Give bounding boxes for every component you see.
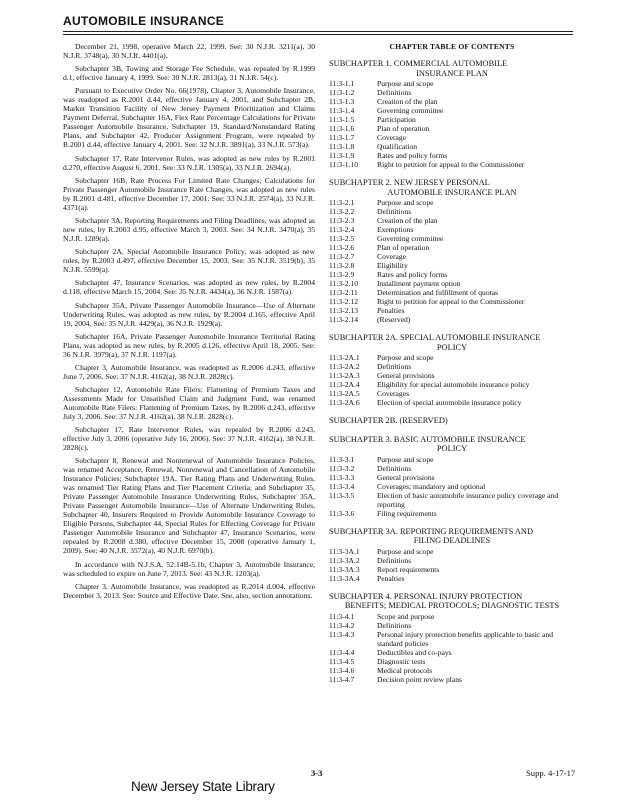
section-number: 11:3-1.6 (329, 124, 355, 133)
section-number: 11:3-2.4 (329, 225, 355, 234)
history-note: Subchapter 47, Insurance Scenarios, was adopted as new rules, by R.2004 d.118, effective March 15, 2004. See: 35 N.J.R. 4434(a), 36 N.J.R. 1587(a). (63, 278, 315, 297)
history-note: Subchapter 2A, Special Automobile Insurance Policy, was adopted as new rules, by R.2003 d.497, effective December 15, 2003. See: 35 N.J.R. 3519(b), 35 N.J.R. 5599(a). (63, 247, 315, 275)
toc-entry (329, 115, 575, 124)
toc-entry (329, 216, 575, 225)
toc-subchapter (329, 435, 575, 518)
subchapter-heading (329, 333, 575, 352)
toc-entry (329, 198, 575, 207)
section-title: Exemptions (377, 225, 414, 234)
section-number: 11:3-4.2 (329, 620, 355, 630)
toc-entry (329, 279, 575, 288)
section-title: Decision point review plans (377, 674, 462, 684)
section-title: Governing committee (377, 234, 444, 243)
section-title: General provisions (377, 472, 435, 482)
section-number: 11:3-2.6 (329, 243, 355, 252)
section-title: Definitions (377, 463, 412, 473)
toc-entry (329, 666, 575, 675)
toc-entry (329, 621, 575, 630)
section-title: Definitions (377, 362, 412, 371)
section-number: 11:3-1.1 (329, 79, 355, 88)
section-title: Qualification (377, 142, 418, 151)
section-number: 11:3-2.13 (329, 306, 359, 315)
section-number: 11:3-3A.3 (329, 564, 360, 574)
toc-subchapter (329, 592, 575, 684)
subchapter-heading-line1: SUBCHAPTER 4. PERSONAL INJURY PROTECTION (329, 591, 523, 601)
section-number: 11:3-2.11 (329, 288, 358, 297)
toc-entry (329, 509, 575, 518)
history-notes-column (63, 42, 315, 604)
subchapter-heading (329, 178, 575, 197)
history-note: Subchapter 12, Automobile Rate Filers: Flattening of Premium Taxes and Assessments Made for Unsatisfied Claim and Judgment Fund, was renamed Automobile Rate Filers: Flattening of Premium Taxes, by R.2006 d.243, effective July 3, 2006. See: 37 N.J.R. 4162(a), 38 N.J.R. 2828(c). (63, 385, 315, 422)
subchapter-heading-line1: SUBCHAPTER 2A. SPECIAL AUTOMOBILE INSURANCE (329, 333, 541, 342)
toc-entry (329, 261, 575, 270)
section-title: Coverage (377, 133, 407, 142)
subchapter-heading-line2: POLICY (436, 444, 468, 453)
section-title: Medical protocols (377, 665, 433, 675)
toc-entry (329, 142, 575, 151)
subchapter-heading (329, 592, 575, 611)
section-number: 11:3-2A.6 (329, 398, 360, 407)
subchapter-heading-line2: AUTOMOBILE INSURANCE PLAN (387, 187, 517, 197)
toc-entry (329, 297, 575, 306)
toc-entry (329, 88, 575, 97)
section-title: Definitions (377, 88, 412, 97)
toc-subchapter (329, 527, 575, 583)
toc-entry (329, 389, 575, 398)
subchapter-heading-line2: POLICY (436, 342, 468, 352)
toc-entry (329, 243, 575, 252)
history-note: Subchapter 16B, Rate Process For Limited Rate Changes; Calculations for Private Passenger Automobile Insurance Rate Changes, was adopted as new rules by R.2001 d.481, effective December 17, 2001. See: 33 N.J.R. 2574(a), 33 N.J.R. 4371(a). (63, 175, 315, 212)
section-number: 11:3-2.14 (329, 315, 359, 324)
toc-entry (329, 547, 575, 556)
history-note: Subchapter 8, Renewal and Nonrenewal of Automobile Insurance Policies, was renamed Acceptance, Renewal, Nonrenewal and Cancellation of Automobile Insurance Policies; Subchapter 19A, Tier Rating Plans and Underwriting Rules, was renamed Tier Rating Plans and Tier Placement Criteria; and Subchapter 35, Private Passenger Automobile Insurance Underwriting Rules, Subchapter 35A, Private Passenger Automobile Insurance—Use of Alternate Underwriting Rules, Subchapter 40, Insurers Required to Provide Automobile Insurance Coverage to Eligible Persons, Subchapter 44, Special Rules for Effecting Coverage for Private Passenger Automobile Insurance and Subchapter 47, Insurance Scenarios, were repealed by R.2008 d.380, effective December 15, 2008 (operative January 1, 2009). See: 40 N.J.R. 3572(a), 40 N.J.R. 6970(b). (63, 456, 315, 556)
section-number: 11:3-3.3 (329, 472, 355, 482)
subchapter-heading-line2: INSURANCE PLAN (416, 68, 488, 78)
subchapter-heading-line1: SUBCHAPTER 2. NEW JERSEY PERSONAL (329, 178, 490, 187)
section-number: 11:3-3A.2 (329, 555, 360, 565)
section-number: 11:3-3.4 (329, 481, 355, 491)
section-title: Election of special automobile insurance policy (377, 398, 522, 407)
library-watermark: New Jersey State Library (131, 779, 275, 794)
toc-entry (329, 565, 575, 574)
section-number: 11:3-2A.1 (329, 353, 360, 362)
subchapter-heading-line2: BENEFITS; MEDICAL PROTOCOLS; DIAGNOSTIC TESTS (344, 601, 560, 610)
section-number: 11:3-1.7 (329, 133, 355, 142)
section-title: Purpose and scope (377, 79, 434, 88)
section-number: 11:3-1.10 (329, 160, 359, 169)
toc-subchapter (329, 333, 575, 407)
toc-entry (329, 362, 575, 371)
toc-subchapter (329, 178, 575, 324)
toc-entry (329, 398, 575, 407)
toc-entry (329, 371, 575, 380)
section-title: Purpose and scope (377, 198, 434, 207)
toc-entry (329, 491, 575, 509)
subchapter-heading-line1: SUBCHAPTER 2B. (RESERVED) (329, 416, 448, 425)
history-note: Subchapter 17, Rate Intervenor Rules, was adopted as new rules by R.2001 d.270, effective August 6, 2001. See: 33 N.J.R. 1305(a), 33 N.J.R. 2694(a). (63, 153, 315, 172)
running-header: AUTOMOBILE INSURANCE (63, 14, 225, 28)
subchapter-heading (329, 435, 575, 454)
supplement-date: Supp. 4-17-17 (526, 768, 576, 778)
page-number: 3-3 (311, 768, 323, 778)
section-number: 11:3-3.5 (329, 490, 355, 500)
section-title: Report requirements (377, 564, 440, 574)
section-title: Definitions (377, 555, 412, 565)
section-title: Coverages (377, 389, 410, 398)
section-number: 11:3-4.7 (329, 674, 355, 684)
section-title: Penalties (377, 306, 405, 315)
section-number: 11:3-1.4 (329, 106, 355, 115)
toc-entry (329, 612, 575, 621)
section-title: Deductibles and co-pays (377, 647, 452, 657)
section-title: Definitions (377, 620, 412, 630)
toc-entry (329, 353, 575, 362)
toc-title: CHAPTER TABLE OF CONTENTS (389, 42, 515, 51)
header-rule (63, 31, 573, 32)
section-title: Definitions (377, 207, 412, 216)
toc-entry (329, 234, 575, 243)
section-number: 11:3-3.6 (329, 508, 355, 518)
section-title: Right to petition for appeal to the Commissioner (377, 160, 525, 169)
table-of-contents (329, 42, 575, 693)
section-title: Eligibility (377, 261, 408, 270)
subchapter-heading (329, 59, 575, 78)
toc-entry (329, 380, 575, 389)
subchapter-heading-line1: SUBCHAPTER 3. BASIC AUTOMOBILE INSURANCE (329, 434, 526, 444)
toc-entry (329, 225, 575, 234)
toc-entry (329, 464, 575, 473)
toc-entry (329, 124, 575, 133)
section-number: 11:3-3A.4 (329, 573, 360, 583)
section-title: Coverage (377, 252, 407, 261)
toc-subchapter (329, 416, 575, 426)
section-title: (Reserved) (377, 315, 411, 324)
history-note: Subchapter 17, Rate Intervenor Rules, was repealed by R.2006 d.243, effective July 3, 2006 (operative July 16, 2006). See: 37 N.J.R. 4162(a), 38 N.J.R. 2828(c). (63, 425, 315, 453)
section-title: Personal injury protection benefits applicable to basic and standard policies (377, 629, 554, 648)
section-title: Rates and policy forms (377, 270, 448, 279)
section-list (329, 547, 575, 583)
section-title: Purpose and scope (377, 353, 434, 362)
toc-entry (329, 574, 575, 583)
section-number: 11:3-4.6 (329, 665, 355, 675)
section-number: 11:3-2.10 (329, 279, 359, 288)
section-title: Rates and policy forms (377, 151, 448, 160)
subchapter-heading-line1: SUBCHAPTER 1. COMMERCIAL AUTOMOBILE (329, 59, 508, 68)
toc-entry (329, 151, 575, 160)
section-title: Purpose and scope (377, 454, 434, 464)
section-title: Plan of operation (377, 243, 430, 252)
toc-entry (329, 648, 575, 657)
section-number: 11:3-2.12 (329, 297, 359, 306)
subchapter-heading-line1: SUBCHAPTER 3A. REPORTING REQUIREMENTS AND (329, 526, 533, 536)
section-title: Determination and fulfillment of quotas (377, 288, 499, 297)
section-title: Scope and purpose (377, 611, 435, 621)
section-list (329, 79, 575, 169)
section-number: 11:3-2.3 (329, 216, 355, 225)
section-number: 11:3-2.1 (329, 198, 355, 207)
subchapter-heading (329, 416, 575, 426)
section-number: 11:3-4.4 (329, 647, 355, 657)
section-number: 11:3-2.9 (329, 270, 355, 279)
history-note: Pursuant to Executive Order No. 66(1978), Chapter 3, Automobile Insurance, was readopted as R.2001 d.44, effective January 4, 2001, and Subchapter 2B, Market Transition Facility of New Jersey Payment Prioritization and Claims Payment Deferral, Subchapter 16A, Flex Rate Percentage Calculations for Private Passenger Automobile Insurance, Subchapter 19, Standard/Nonstandard Rating Plans, and Subchapter 42, Producer Assignment Program, were repealed by R.2001 d.44, effective January 4, 2001. See: 32 N.J.R. 3891(a), 33 N.J.R. 573(a). (63, 86, 315, 150)
section-title: Creation of the plan (377, 216, 438, 225)
section-number: 11:3-1.2 (329, 88, 355, 97)
history-note: Subchapter 3B, Towing and Storage Fee Schedule, was repealed by R.1999 d.1, effective January 4, 1999. See: 30 N.J.R. 2813(a), 31 N.J.R. 54(c). (63, 64, 315, 83)
section-title: Eligibility for special automobile insurance policy (377, 380, 530, 389)
toc-entry (329, 79, 575, 88)
section-number: 11:3-3.2 (329, 463, 355, 473)
section-number: 11:3-1.9 (329, 151, 355, 160)
toc-entry (329, 306, 575, 315)
section-title: Right to petition for appeal to the Commissioner (377, 297, 525, 306)
header-rule-thin (63, 34, 573, 35)
section-list (329, 455, 575, 518)
toc-entry (329, 556, 575, 565)
toc-entry (329, 252, 575, 261)
toc-subchapter (329, 59, 575, 169)
section-list (329, 198, 575, 324)
toc-subchapters (329, 59, 575, 684)
section-number: 11:3-3A.1 (329, 546, 360, 556)
section-list (329, 612, 575, 684)
section-title: Plan of operation (377, 124, 430, 133)
toc-entry (329, 106, 575, 115)
section-title: Election of basic automobile insurance policy coverage and reporting (377, 490, 559, 509)
section-number: 11:3-3.1 (329, 454, 355, 464)
section-number: 11:3-2A.5 (329, 389, 360, 398)
section-number: 11:3-1.3 (329, 97, 355, 106)
section-number: 11:3-1.8 (329, 142, 355, 151)
section-title: Purpose and scope (377, 546, 434, 556)
section-number: 11:3-4.5 (329, 656, 355, 666)
toc-entry (329, 133, 575, 142)
toc-entry (329, 288, 575, 297)
section-title: Creation of the plan (377, 97, 438, 106)
history-note: Subchapter 35A, Private Passenger Automobile Insurance—Use of Alternate Underwriting Rules, was adopted as new rules, by R.2004 d.165, effective April 19, 2004. See: 35 N.J.R. 4429(a), 36 N.J.R. 1929(a). (63, 300, 315, 328)
subchapter-heading-line2: FILING DEADLINES (413, 536, 491, 545)
section-number: 11:3-4.1 (329, 611, 355, 621)
section-number: 11:3-4.3 (329, 629, 355, 639)
section-number: 11:3-2A.3 (329, 371, 360, 380)
toc-entry (329, 473, 575, 482)
toc-entry (329, 207, 575, 216)
section-number: 11:3-2A.4 (329, 380, 360, 389)
section-title: Filing requirements (377, 508, 437, 518)
toc-entry (329, 657, 575, 666)
toc-entry (329, 455, 575, 464)
subchapter-heading (329, 527, 575, 546)
history-note: In accordance with N.J.S.A. 52:14B-5.1b, Chapter 3, Automobile Insurance, was scheduled to expire on June 7, 2013. See: 43 N.J.R. 1203(a). (63, 559, 315, 578)
toc-entry (329, 315, 575, 324)
toc-entry (329, 482, 575, 491)
section-title: Coverages; mandatory and optional (377, 481, 486, 491)
history-note: Subchapter 3A, Reporting Requirements and Filing Deadlines, was adopted as new rules, by R.2003 d.95, effective March 3, 2003. See: 34 N.J.R. 3470(a), 35 N.J.R. 1289(a). (63, 215, 315, 243)
section-title: Participation (377, 115, 416, 124)
toc-entry (329, 97, 575, 106)
history-note: Chapter 3, Automobile Insurance, was readopted as R.2014 d.004, effective December 3, 2013. See: Source and Effective Date. See, also, section annotations. (63, 581, 315, 600)
section-title: Governing committee (377, 106, 444, 115)
history-note: December 21, 1998, operative March 22, 1999. See: 30 N.J.R. 3211(a), 30 N.J.R. 3748(a), 30 N.J.R. 4401(a). (63, 42, 315, 60)
history-note: Chapter 3, Automobile Insurance, was readopted as R.2006 d.243, effective June 7, 2006. See: 37 N.J.R. 4162(a), 38 N.J.R. 2828(c). (63, 362, 315, 381)
toc-entry (329, 160, 575, 169)
history-note: Subchapter 16A, Private Passenger Automobile Insurance Territorial Rating Plans, was adopted as new rules, by R.2005 d.126, effective April 18, 2005. See: 36 N.J.R. 3979(a), 37 N.J.R. 1197(a). (63, 331, 315, 359)
section-number: 11:3-2.5 (329, 234, 355, 243)
section-title: Installment payment option (377, 279, 461, 288)
section-number: 11:3-1.5 (329, 115, 355, 124)
section-list (329, 353, 575, 407)
section-number: 11:3-2.2 (329, 207, 355, 216)
section-title: Diagnostic tests (377, 656, 426, 666)
toc-entry (329, 630, 575, 648)
toc-entry (329, 675, 575, 684)
toc-entry (329, 270, 575, 279)
section-number: 11:3-2.7 (329, 252, 355, 261)
section-title: General provisions (377, 371, 435, 380)
section-number: 11:3-2A.2 (329, 362, 360, 371)
section-number: 11:3-2.8 (329, 261, 355, 270)
section-title: Penalties (377, 573, 405, 583)
